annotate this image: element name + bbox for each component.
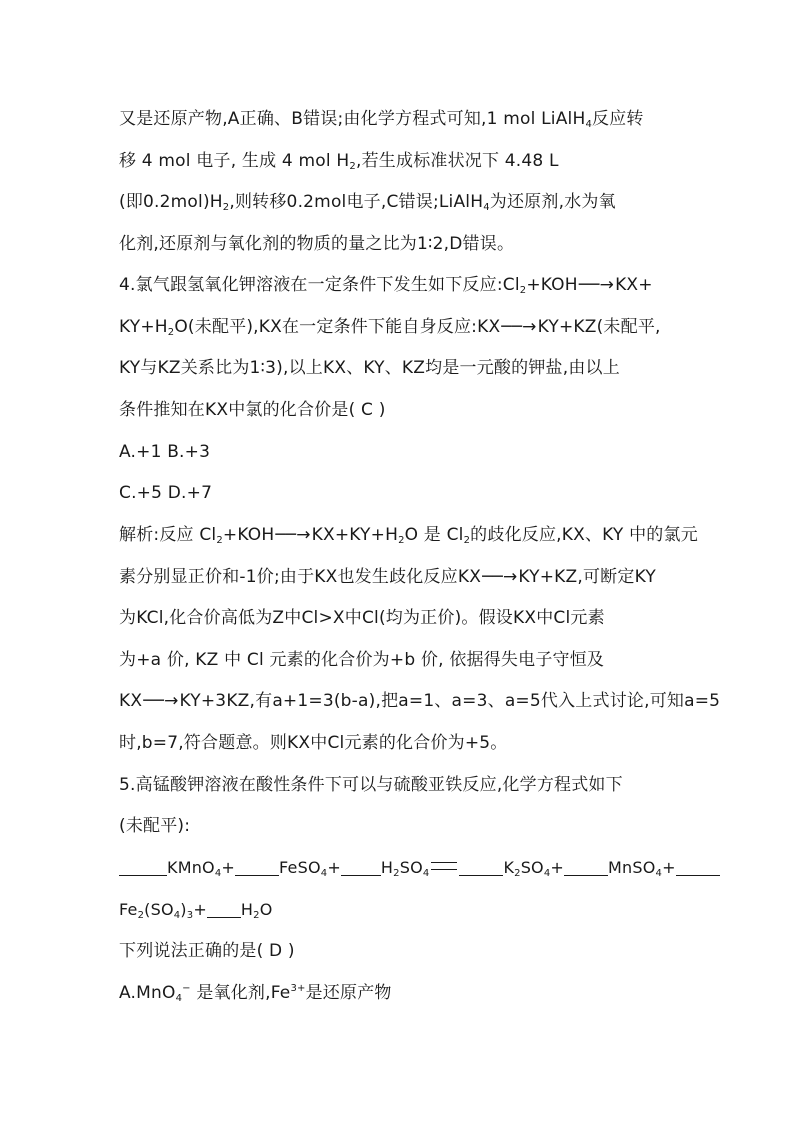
- superscript: −: [182, 983, 191, 994]
- coefficient-blank: [207, 899, 241, 918]
- subscript: 4: [320, 868, 328, 879]
- analysis-line: [119, 689, 720, 713]
- subscript: 4: [214, 868, 222, 879]
- subscript: 2: [349, 161, 356, 172]
- answer-option-a: [119, 981, 392, 1005]
- text-line: [119, 356, 620, 380]
- chemical-equation-continued: [119, 898, 273, 922]
- text-segment: 素分别显正价和-1价;由于KX也发生歧化反应KX: [119, 567, 482, 587]
- text-segment: (未配平):: [119, 816, 191, 836]
- option-text: A.+1 B.+3: [119, 442, 211, 462]
- text-segment: 移 4 mol 电子, 生成 4 mol H: [119, 151, 350, 171]
- subscript: 2: [393, 868, 400, 879]
- text-segment: KY+KZ,可断定KY: [518, 567, 656, 587]
- text-segment: 下列说法正确的是( D ): [119, 941, 295, 961]
- text-segment: 时,b=7,符合题意。则KX中Cl元素的化合价为+5。: [119, 733, 508, 753]
- analysis-line: [119, 731, 508, 755]
- text-segment: 反应转: [592, 109, 644, 129]
- coefficient-blank: [341, 857, 381, 876]
- text-segment: 化剂,还原剂与氧化剂的物质的量之比为1∶2,D错误。: [119, 234, 515, 254]
- formula-feso4: FeSO: [279, 858, 321, 877]
- option-text: C.+5 D.+7: [119, 483, 213, 503]
- text-segment: KX+: [615, 275, 653, 295]
- text-segment: ,若生成标准状况下 4.48 L: [355, 151, 559, 171]
- text-segment: +KOH: [222, 525, 275, 545]
- coefficient-blank: [676, 857, 720, 876]
- analysis-line: [119, 523, 698, 547]
- text-segment: (即0.2mol)H: [119, 192, 223, 212]
- subscript: 4: [543, 868, 551, 879]
- text-segment: A.MnO: [119, 983, 176, 1003]
- text-segment: KY+KZ(未配平,: [537, 317, 661, 337]
- text-line: [119, 232, 514, 256]
- plus-sign: +: [221, 858, 236, 877]
- subscript: 3: [186, 910, 194, 921]
- chemical-equation: [119, 856, 720, 880]
- text-segment: O 是 Cl: [404, 525, 464, 545]
- text-segment: 是还原产物: [305, 983, 392, 1003]
- analysis-line: [119, 648, 604, 672]
- text-line: [119, 107, 644, 131]
- text-segment: 4.氯气跟氢氧化钾溶液在一定条件下发生如下反应:Cl: [119, 275, 520, 295]
- formula-fe2so43: (SO: [144, 900, 174, 919]
- text-segment: 为还原剂,水为氧: [489, 192, 616, 212]
- subscript: 4: [175, 993, 183, 1004]
- subscript: 4: [585, 119, 593, 130]
- coefficient-blank: [564, 857, 608, 876]
- text-segment: 5.高锰酸钾溶液在酸性条件下可以与硫酸亚铁反应,化学方程式如下: [119, 775, 623, 795]
- reaction-arrow: ──→: [578, 275, 615, 295]
- text-segment: 解析:反应 Cl: [119, 525, 217, 545]
- question-5-stem: [119, 773, 623, 797]
- text-segment: KY+H: [119, 317, 168, 337]
- formula-fe2so43: ): [180, 900, 187, 919]
- text-segment: KX+KY+H: [311, 525, 399, 545]
- subscript: 2: [167, 327, 175, 338]
- coefficient-blank: [459, 857, 503, 876]
- analysis-line: [119, 565, 656, 589]
- subscript: 2: [519, 285, 527, 296]
- reaction-arrow: ──→: [482, 567, 518, 587]
- reaction-arrow: ──→: [275, 525, 311, 545]
- subscript: 2: [137, 910, 145, 921]
- formula-mnso4: MnSO: [608, 858, 656, 877]
- subscript: 2: [514, 868, 521, 879]
- formula-h2so4: H: [380, 858, 394, 877]
- text-line: [119, 190, 616, 214]
- question-4-stem: [119, 273, 653, 297]
- plus-sign: +: [327, 858, 341, 877]
- subscript: 4: [173, 910, 181, 921]
- text-segment: ,则转移0.2mol电子,C错误;LiAlH: [229, 192, 484, 212]
- formula-k2so4: SO: [520, 858, 544, 877]
- subscript: 4: [483, 202, 490, 213]
- formula-h2so4: SO: [399, 858, 423, 877]
- text-line: [119, 398, 386, 422]
- text-segment: 的歧化反应,KX、KY 中的氯元: [470, 525, 698, 545]
- subscript: 2: [216, 535, 223, 546]
- coefficient-blank: [235, 857, 279, 876]
- answer-options: [119, 481, 212, 505]
- text-segment: KX: [119, 691, 143, 711]
- superscript: 3+: [290, 983, 306, 994]
- formula-fe2so43: Fe: [119, 900, 138, 919]
- text-line: [119, 149, 559, 173]
- analysis-line: [119, 606, 605, 630]
- formula-kmno4: KMnO: [167, 858, 215, 877]
- plus-sign: +: [550, 858, 565, 877]
- subscript: 4: [655, 868, 663, 879]
- coefficient-blank: [119, 857, 167, 876]
- plus-sign: +: [662, 858, 676, 877]
- text-segment: O(未配平),KX在一定条件下能自身反应:KX: [174, 317, 501, 337]
- reaction-arrow: ──→: [143, 691, 179, 711]
- text-segment: 为+a 价, KZ 中 Cl 元素的化合价为+b 价, 依据得失电子守恒及: [119, 650, 605, 670]
- plus-sign: +: [193, 900, 207, 919]
- answer-options: [119, 440, 210, 464]
- reaction-arrow: ──→: [501, 317, 537, 337]
- text-segment: 为KCl,化合价高低为Z中Cl>X中Cl(均为正价)。假设KX中Cl元素: [119, 608, 605, 628]
- text-segment: KY+3KZ,有a+1=3(b-a),把a=1、a=3、a=5代入上式讨论,可知a=5: [179, 691, 721, 711]
- text-segment: +KOH: [526, 275, 578, 295]
- subscript: 2: [253, 910, 260, 921]
- text-line: [119, 315, 661, 339]
- text-line: [119, 939, 295, 963]
- text-segment: 是氧化剂,Fe: [190, 983, 291, 1003]
- subscript: 2: [222, 202, 230, 213]
- formula-h2o: O: [259, 900, 273, 919]
- subscript: 4: [422, 868, 430, 879]
- formula-h2o: H: [240, 900, 254, 919]
- subscript: 2: [398, 535, 405, 546]
- text-segment: 条件推知在KX中氯的化合价是( C ): [119, 400, 386, 420]
- text-segment: 又是还原产物,A正确、B错误;由化学方程式可知,1 mol LiAlH: [119, 109, 586, 129]
- formula-k2so4: K: [503, 858, 515, 877]
- text-line: [119, 814, 190, 838]
- text-segment: KY与KZ关系比为1∶3),以上KX、KY、KZ均是一元酸的钾盐,由以上: [119, 358, 620, 378]
- subscript: 2: [463, 535, 471, 546]
- equals-sign: [431, 862, 457, 870]
